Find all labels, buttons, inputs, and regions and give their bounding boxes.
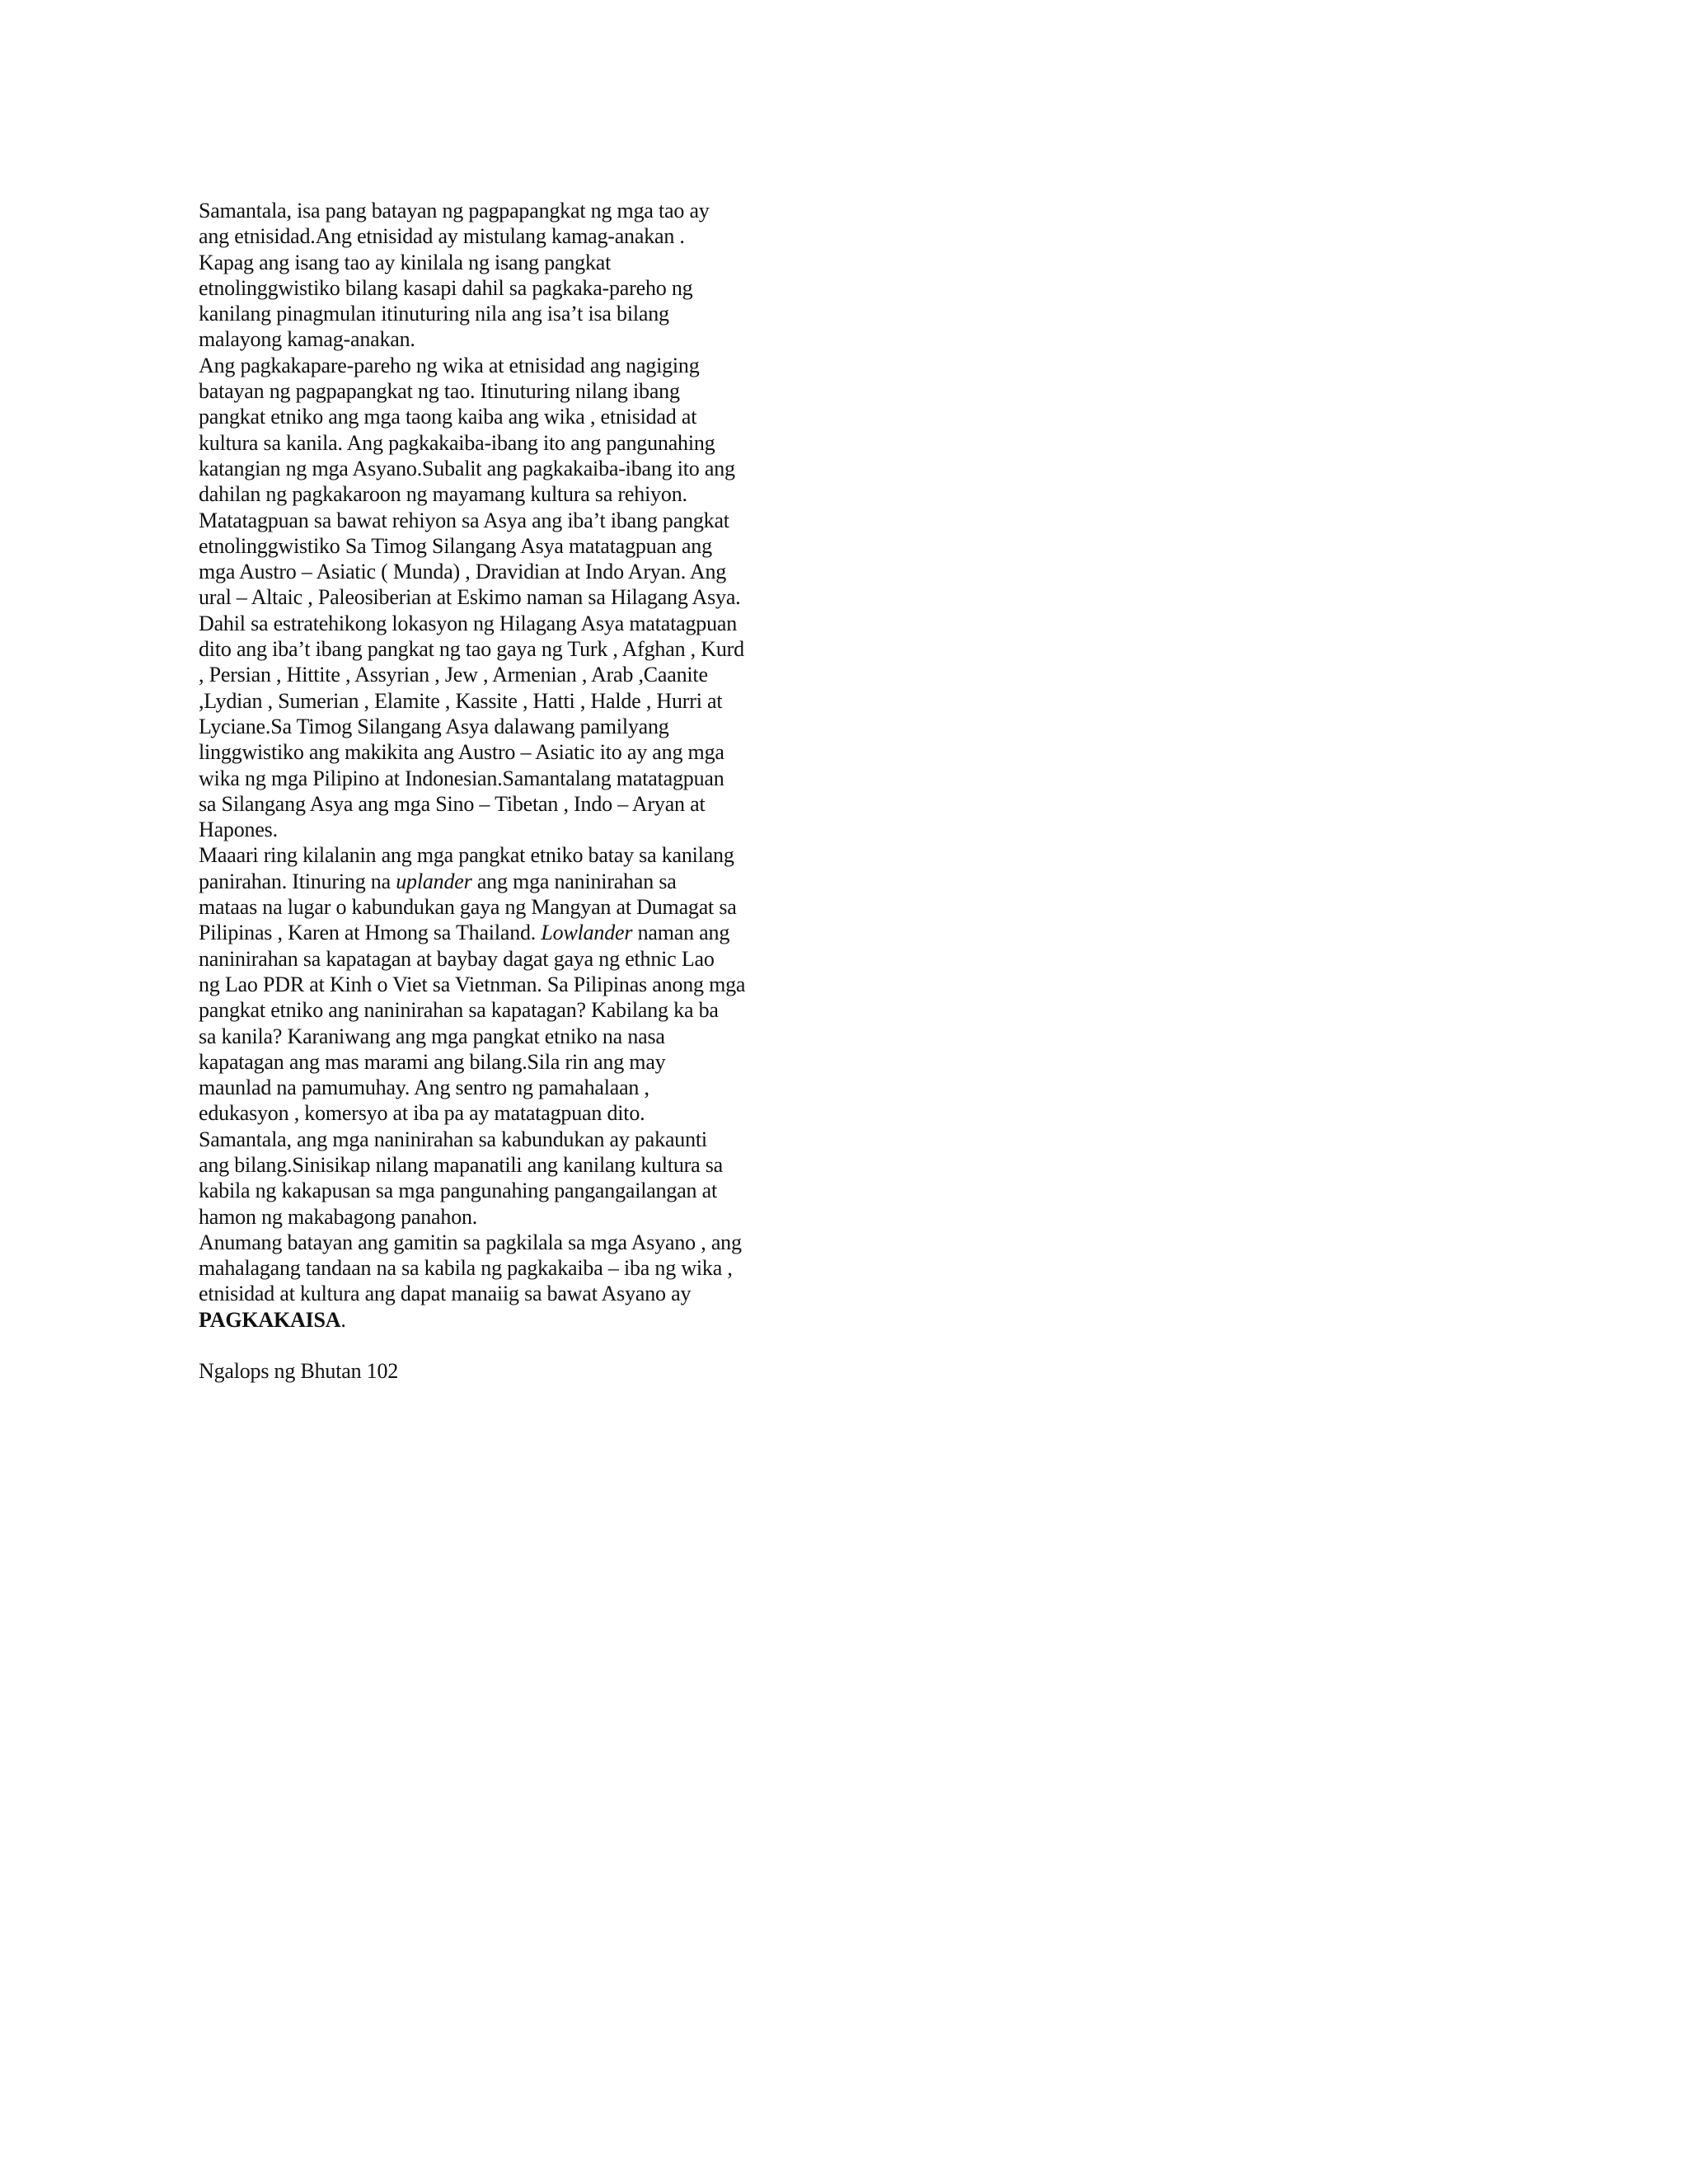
text-line: kabila ng kakapusan sa mga pangunahing pangangailangan at: [199, 1179, 718, 1203]
bold-keyword: PAGKAKAISA: [199, 1307, 341, 1332]
text-line: Ang pagkakapare-pareho ng wika at etnisidad ang nagiging: [199, 353, 700, 377]
text-line: Hapones.: [199, 818, 278, 842]
text-line: maunlad na pamumuhay. Ang sentro ng pamahalaan ,: [199, 1076, 649, 1100]
text-line: Dahil sa estratehikong lokasyon ng Hilagang Asya matatagpuan: [199, 611, 738, 635]
text-line: [199, 869, 809, 894]
text-line: Samantala, ang mga naninirahan sa kabundukan ay pakaunti: [199, 1127, 707, 1151]
text-line: hamon ng makabagong panahon.: [199, 1204, 478, 1229]
text-run: panirahan. Itinuring na: [199, 869, 396, 893]
blank-line: [199, 1333, 809, 1358]
text-run: .: [340, 1307, 346, 1332]
text-line: mataas na lugar o kabundukan gaya ng Mangyan at Dumagat sa: [199, 895, 737, 920]
text-line: kanilang pinagmulan itinuturing nila ang isa’t isa bilang: [199, 302, 669, 326]
text-line: Lyciane.Sa Timog Silangang Asya dalawang pamilyang: [199, 714, 669, 738]
text-line: mga Austro – Asiatic ( Munda) , Dravidian at Indo Aryan. Ang: [199, 560, 727, 584]
italic-term-uplander: uplander: [396, 869, 472, 893]
text-line: sa kanila? Karaniwang ang mga pangkat etniko na nasa: [199, 1024, 665, 1048]
text-run: naman ang: [632, 921, 730, 945]
text-line: wika ng mga Pilipino at Indonesian.Samantalang matatagpuan: [199, 766, 724, 790]
italic-term-lowlander: Lowlander: [541, 921, 633, 945]
text-line: etnolinggwistiko Sa Timog Silangang Asya matatagpuan ang: [199, 533, 712, 558]
text-line: etnisidad at kultura ang dapat manaiig sa bawat Asyano ay: [199, 1282, 692, 1306]
text-line: Maaari ring kilalanin ang mga pangkat etniko batay sa kanilang: [199, 843, 734, 868]
figure-caption: Ngalops ng Bhutan 102: [199, 1359, 399, 1384]
text-line: ang etnisidad.Ang etnisidad ay mistulang kamag-anakan .: [199, 224, 685, 249]
text-line: kapatagan ang mas marami ang bilang.Sila rin ang may: [199, 1049, 666, 1074]
text-line: edukasyon , komersyo at iba pa ay matatagpuan dito.: [199, 1101, 645, 1126]
text-run: ang mga naninirahan sa: [471, 869, 677, 893]
text-line: Samantala, isa pang batayan ng pagpapangkat ng mga tao ay: [199, 199, 710, 223]
text-line: naninirahan sa kapatagan at baybay dagat gaya ng ethnic Lao: [199, 946, 715, 971]
text-line: sa Silangang Asya ang mga Sino – Tibetan , Indo – Aryan at: [199, 791, 706, 816]
text-line: batayan ng pagpapangkat ng tao. Itinuturing nilang ibang: [199, 379, 680, 404]
text-line: pangkat etniko ang naninirahan sa kapatagan? Kabilang ka ba: [199, 998, 719, 1023]
article-body: [199, 198, 809, 1385]
text-line: ng Lao PDR at Kinh o Viet sa Vietnman. Sa Pilipinas anong mga: [199, 972, 746, 996]
text-line: ang bilang.Sinisikap nilang mapanatili ang kanilang kultura sa: [199, 1152, 724, 1177]
text-line: katangian ng mga Asyano.Subalit ang pagkakaiba-ibang ito ang: [199, 456, 735, 480]
text-line: Anumang batayan ang gamitin sa pagkilala sa mga Asyano , ang: [199, 1230, 742, 1254]
closing-line: [199, 1307, 809, 1333]
text-line: Kapag ang isang tao ay kinilala ng isang pangkat: [199, 250, 612, 274]
text-line: [199, 920, 809, 945]
text-line: dito ang iba’t ibang pangkat ng tao gaya ng Turk , Afghan , Kurd: [199, 637, 744, 662]
text-line: dahilan ng pagkakaroon ng mayamang kultura sa rehiyon.: [199, 482, 687, 507]
text-line: ural – Altaic , Paleosiberian at Eskimo naman sa Hilagang Asya.: [199, 585, 741, 610]
text-line: mahalagang tandaan na sa kabila ng pagkakaiba – iba ng wika ,: [199, 1256, 733, 1281]
text-line: pangkat etniko ang mga taong kaiba ang wika , etnisidad at: [199, 405, 697, 429]
text-line: etnolinggwistiko bilang kasapi dahil sa pagkaka-pareho ng: [199, 275, 693, 300]
text-line: Matatagpuan sa bawat rehiyon sa Asya ang iba’t ibang pangkat: [199, 508, 729, 532]
text-run: Pilipinas , Karen at Hmong sa Thailand.: [199, 921, 542, 945]
text-line: kultura sa kanila. Ang pagkakaiba-ibang ito ang pangunahing: [199, 430, 715, 455]
text-line: , Persian , Hittite , Assyrian , Jew , Armenian , Arab ,Caanite: [199, 663, 708, 687]
text-line: ,Lydian , Sumerian , Elamite , Kassite , Hatti , Halde , Hurri at: [199, 688, 723, 713]
text-line: linggwistiko ang makikita ang Austro – Asiatic ito ay ang mga: [199, 740, 724, 765]
text-line: malayong kamag-anakan.: [199, 327, 415, 352]
